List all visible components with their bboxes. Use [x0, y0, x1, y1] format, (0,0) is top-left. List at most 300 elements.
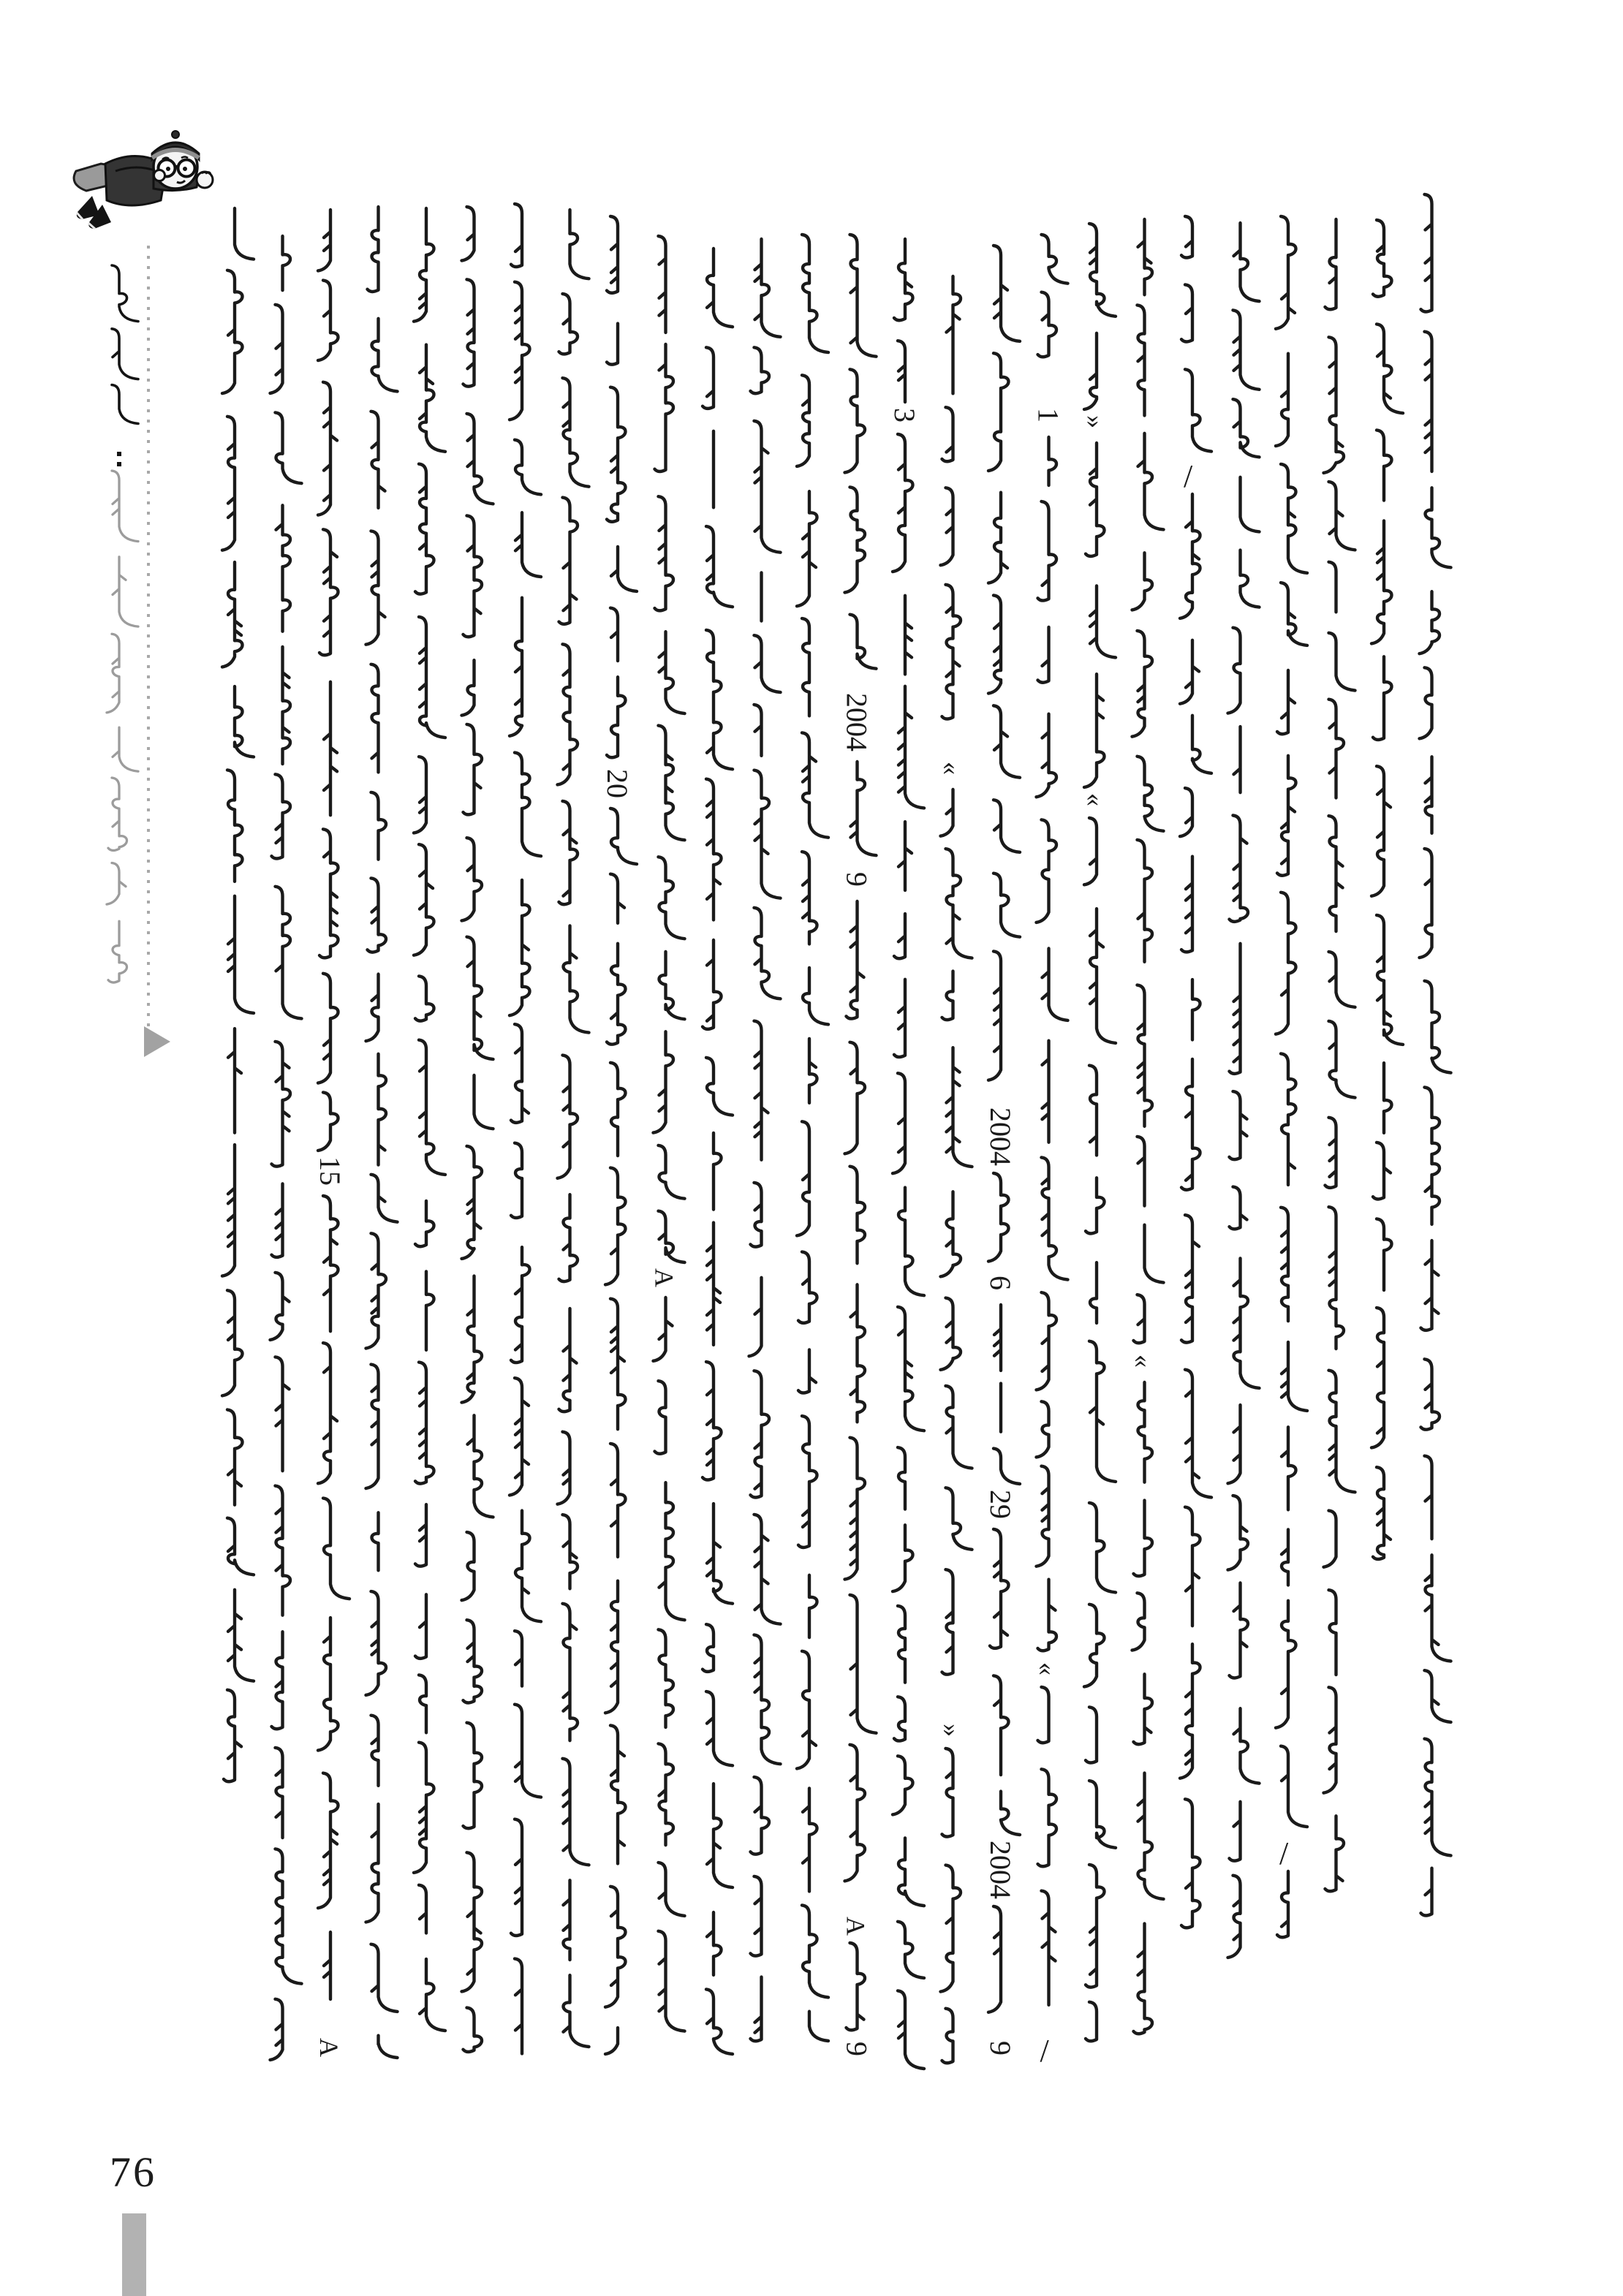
script-word	[1042, 1157, 1068, 1279]
script-word	[1329, 1371, 1355, 1493]
script-word	[905, 596, 912, 675]
script-word	[222, 417, 235, 550]
script-word	[659, 1743, 674, 1845]
text-column-21	[1228, 223, 1260, 1958]
script-word	[276, 1748, 283, 1838]
header-colon	[117, 452, 121, 456]
text-column-7	[558, 210, 589, 2047]
script-word	[610, 1299, 626, 1429]
script-word	[1373, 220, 1392, 297]
inline-latin-letter: A	[314, 2038, 344, 2057]
script-word	[415, 1594, 426, 1659]
script-word	[898, 1990, 924, 2069]
script-word	[1425, 1088, 1440, 1224]
script-word	[1372, 766, 1391, 896]
script-word	[1086, 443, 1105, 556]
script-word	[706, 526, 733, 607]
script-word	[228, 1590, 254, 1681]
header-script-word	[113, 727, 138, 771]
script-word	[1181, 1059, 1200, 1190]
script-word	[659, 952, 685, 1019]
script-word	[754, 421, 781, 553]
script-word	[1377, 915, 1403, 1045]
text-column-4	[414, 208, 445, 2031]
script-word	[515, 1511, 541, 1622]
script-word	[850, 1595, 877, 1733]
script-word	[1089, 1341, 1116, 1482]
script-word	[947, 276, 961, 393]
script-word	[946, 1386, 972, 1469]
text-column-11	[749, 239, 781, 2041]
script-word	[415, 1363, 434, 1484]
script-word	[462, 1852, 483, 1991]
script-word	[898, 1188, 924, 1296]
script-word	[1228, 1405, 1241, 1483]
script-word	[894, 914, 905, 958]
script-word	[1377, 324, 1403, 413]
script-word	[464, 1620, 483, 1702]
script-word	[1329, 633, 1355, 691]
script-word	[1230, 815, 1249, 921]
script-word	[1425, 981, 1451, 1073]
script-word	[1421, 1359, 1440, 1429]
inline-numeral: 6	[984, 1276, 1017, 1290]
script-word	[1329, 562, 1336, 613]
script-word	[845, 369, 866, 472]
script-word	[1282, 1427, 1296, 1509]
script-word	[1426, 1555, 1451, 1661]
script-word	[1132, 1593, 1145, 1650]
script-word	[707, 1223, 720, 1345]
script-word	[511, 204, 522, 267]
script-word	[515, 1705, 541, 1797]
text-column-9	[650, 236, 685, 2031]
script-word	[802, 235, 828, 352]
inline-numeral: 9	[840, 2042, 874, 2056]
script-word	[222, 1290, 243, 1395]
script-word	[1277, 670, 1295, 734]
script-word	[605, 1168, 626, 1285]
script-word	[893, 434, 913, 572]
script-word	[754, 635, 781, 692]
script-word	[1230, 1091, 1247, 1159]
script-word	[371, 792, 387, 860]
script-word	[1373, 1143, 1391, 1199]
script-word	[845, 1438, 866, 1580]
script-word	[610, 1444, 626, 1557]
script-word	[809, 1575, 817, 1637]
script-word	[706, 1058, 733, 1115]
script-word	[898, 1922, 924, 1978]
script-word	[751, 1777, 770, 1854]
script-word	[1086, 1707, 1097, 1762]
script-word	[605, 2028, 618, 2054]
header-script-word	[113, 557, 138, 626]
script-word	[1038, 1769, 1057, 1866]
script-word	[515, 512, 541, 577]
script-word	[893, 1525, 913, 1591]
header-script-word	[112, 471, 138, 542]
text-column-25	[1420, 194, 1451, 1916]
script-word	[379, 1054, 387, 1165]
script-word	[420, 1959, 445, 2031]
script-word	[419, 617, 445, 738]
script-word	[276, 887, 302, 1019]
script-word	[994, 800, 1020, 852]
script-word	[1281, 1208, 1288, 1321]
script-word	[797, 1651, 816, 1769]
script-word	[1421, 194, 1432, 311]
header-script-word	[112, 329, 138, 379]
header-colon	[117, 462, 121, 466]
script-word	[611, 547, 637, 591]
script-word	[1324, 1687, 1336, 1792]
script-word	[1037, 1292, 1057, 1390]
script-word	[1086, 1178, 1105, 1233]
script-word	[1192, 716, 1211, 773]
script-word	[468, 1415, 493, 1517]
script-word	[947, 1047, 972, 1167]
script-word	[1230, 1583, 1249, 1678]
script-word	[898, 341, 905, 402]
script-word	[1234, 1708, 1260, 1783]
script-word	[1138, 1382, 1153, 1482]
script-word	[798, 1416, 817, 1547]
script-word	[610, 1725, 626, 1863]
script-word	[1049, 437, 1057, 485]
script-word	[1241, 477, 1260, 532]
script-word	[898, 1606, 905, 1683]
script-word	[1084, 674, 1105, 787]
script-word	[379, 2036, 398, 2058]
script-word	[755, 239, 781, 337]
script-word	[318, 382, 337, 515]
script-word	[754, 705, 762, 756]
script-word	[942, 1748, 953, 1837]
script-word	[610, 808, 637, 864]
script-word	[893, 1073, 905, 1173]
script-word	[898, 1447, 905, 1509]
script-word	[1090, 909, 1116, 1043]
inline-latin-letter: A	[841, 1917, 871, 1936]
script-word	[659, 236, 666, 333]
script-word	[850, 1167, 866, 1264]
script-word	[371, 1716, 379, 1786]
script-word	[754, 908, 781, 999]
script-word	[559, 801, 578, 904]
script-word	[703, 347, 714, 409]
script-word	[706, 779, 722, 920]
script-word	[797, 1121, 809, 1235]
script-word	[1037, 1466, 1049, 1566]
script-word	[462, 1276, 483, 1403]
script-word	[570, 210, 589, 279]
script-word	[510, 1378, 529, 1495]
text-column-10	[703, 249, 733, 2054]
section-header-column	[107, 265, 138, 982]
script-word	[607, 677, 626, 757]
text-column-13	[841, 235, 877, 2056]
script-word	[751, 1977, 762, 2042]
script-word	[235, 686, 254, 757]
page-number: 76	[110, 2148, 156, 2196]
script-word	[610, 1063, 626, 1156]
script-word	[1329, 700, 1344, 798]
script-word	[283, 236, 291, 290]
script-word	[659, 1211, 685, 1262]
script-word	[227, 1410, 243, 1505]
script-word	[1325, 1118, 1336, 1188]
script-word	[1138, 985, 1153, 1126]
script-word	[1138, 219, 1153, 295]
script-word	[845, 1042, 866, 1153]
quote-mark-icon: «	[1032, 1662, 1062, 1675]
script-word	[1281, 583, 1307, 645]
script-word	[1329, 1021, 1355, 1098]
script-word	[802, 1905, 828, 1997]
script-word	[464, 1723, 483, 1829]
script-word	[563, 1759, 589, 1865]
script-word	[610, 608, 618, 661]
script-word	[942, 971, 953, 1020]
script-word	[1038, 1687, 1049, 1743]
script-word	[1329, 816, 1343, 931]
script-word	[1277, 756, 1296, 876]
script-word	[809, 2012, 828, 2041]
script-word	[1043, 1041, 1049, 1143]
script-word	[558, 1432, 570, 1504]
script-word	[893, 1756, 913, 1814]
script-word	[851, 1284, 866, 1422]
script-word	[1324, 337, 1344, 473]
script-word	[1377, 430, 1392, 500]
script-word	[462, 207, 474, 261]
text-column-12	[797, 235, 828, 2041]
script-word	[515, 1631, 522, 1686]
script-word	[655, 344, 674, 471]
script-word	[415, 1201, 434, 1246]
script-word	[1234, 1258, 1260, 1388]
script-word	[1233, 310, 1260, 389]
script-word	[1426, 757, 1432, 833]
script-word	[371, 664, 379, 773]
script-word	[1180, 640, 1199, 704]
script-word	[366, 1365, 379, 1489]
script-word	[703, 1362, 722, 1480]
script-word	[366, 1804, 379, 1922]
text-column-24	[1372, 220, 1403, 1559]
script-word	[659, 632, 685, 713]
script-word	[1282, 1342, 1307, 1411]
script-word	[751, 1876, 762, 1956]
text-column-14	[888, 239, 924, 2069]
script-word	[462, 1532, 474, 1600]
script-word	[1325, 1816, 1344, 1891]
script-word	[511, 1247, 530, 1363]
script-word	[474, 1075, 493, 1129]
script-word	[798, 1252, 817, 1323]
script-word	[1181, 1799, 1200, 1928]
script-word	[426, 1271, 434, 1349]
script-word	[994, 1305, 1001, 1371]
header-script-word	[112, 385, 138, 424]
script-word	[1138, 1773, 1164, 1899]
script-word	[654, 1031, 674, 1132]
text-column-3	[366, 207, 398, 2058]
inline-numeral: 1	[1032, 408, 1065, 423]
slash-mark: /	[1040, 2033, 1049, 2069]
script-word	[464, 2008, 483, 2052]
script-word	[1373, 1467, 1391, 1559]
script-word	[1084, 818, 1097, 884]
script-word	[467, 414, 493, 504]
script-word	[659, 1931, 685, 2031]
script-word	[1138, 840, 1153, 962]
script-word	[224, 1690, 241, 1781]
script-word	[942, 1569, 953, 1674]
script-word	[749, 1278, 762, 1357]
script-word	[318, 1773, 338, 1909]
script-word	[1132, 631, 1153, 737]
script-word	[272, 1183, 283, 1257]
script-word	[318, 1092, 338, 1151]
script-word	[1192, 980, 1200, 1039]
script-word	[1185, 1370, 1211, 1498]
inline-numeral: 9	[840, 872, 874, 887]
script-word	[564, 1880, 570, 1960]
script-word	[563, 1604, 578, 1740]
script-word	[1134, 1501, 1153, 1577]
script-word	[607, 387, 626, 522]
script-word	[703, 1624, 714, 1672]
script-word	[1138, 305, 1145, 415]
script-word	[1241, 550, 1260, 607]
script-word	[654, 1297, 673, 1361]
script-word	[222, 270, 243, 393]
script-word	[1086, 2002, 1097, 2041]
script-word	[318, 210, 330, 270]
script-word	[1234, 223, 1260, 301]
script-word	[754, 1635, 781, 1765]
script-word	[994, 1675, 1009, 1775]
script-word	[1230, 944, 1241, 1074]
script-word	[515, 440, 541, 495]
script-word	[414, 1743, 434, 1873]
script-word	[1037, 1401, 1049, 1457]
script-word	[1038, 292, 1057, 357]
text-column-15	[937, 276, 972, 2063]
script-word	[1043, 949, 1068, 1020]
script-word	[1233, 399, 1260, 457]
script-word	[511, 1819, 522, 1936]
slash-mark: /	[1279, 1835, 1289, 1871]
script-word	[559, 294, 578, 354]
script-word	[276, 1486, 291, 1615]
script-word	[941, 1191, 961, 1276]
script-word	[318, 1618, 338, 1751]
script-word	[1281, 1746, 1307, 1827]
script-word	[803, 1788, 817, 1891]
script-word	[802, 618, 809, 716]
script-word	[276, 412, 302, 483]
script-word	[563, 1515, 578, 1588]
script-word	[1089, 1503, 1116, 1592]
script-word	[1377, 1219, 1392, 1289]
script-word	[1134, 1295, 1145, 1343]
script-word	[754, 770, 781, 898]
script-word	[850, 615, 877, 669]
script-word	[707, 1504, 733, 1604]
script-word	[659, 1145, 685, 1199]
script-word	[809, 1039, 817, 1103]
header-script-word	[108, 778, 127, 850]
inline-numeral: 20	[601, 769, 634, 798]
script-word	[1425, 332, 1432, 471]
script-word	[222, 562, 243, 667]
script-word	[1228, 1876, 1241, 1958]
script-word	[1185, 369, 1211, 451]
script-word	[803, 968, 828, 1024]
script-word	[276, 1849, 302, 1983]
script-word	[797, 491, 817, 606]
script-word	[464, 515, 483, 637]
script-word	[655, 1381, 666, 1454]
script-word	[515, 1959, 522, 2054]
script-word	[462, 838, 483, 920]
script-word	[1090, 586, 1116, 657]
script-word	[1329, 1207, 1344, 1349]
script-word	[1420, 849, 1432, 958]
script-word	[1138, 757, 1164, 831]
script-word	[1185, 1507, 1200, 1626]
script-word	[1138, 1137, 1145, 1206]
script-word	[1425, 1456, 1432, 1539]
script-word	[414, 208, 434, 322]
script-word	[510, 598, 522, 736]
script-word	[1373, 656, 1392, 740]
script-word	[988, 493, 1007, 583]
text-column-23	[1324, 219, 1355, 1891]
script-word	[751, 347, 770, 393]
text-column-18	[1081, 224, 1116, 2041]
script-word	[946, 849, 972, 958]
inline-numeral: 2004	[984, 1107, 1017, 1166]
script-word	[703, 940, 722, 1029]
script-word	[751, 1371, 770, 1497]
script-word	[272, 1632, 283, 1729]
script-word	[515, 753, 541, 857]
script-word	[898, 1838, 924, 1906]
script-word	[276, 1357, 290, 1471]
script-word	[366, 1591, 387, 1695]
script-word	[414, 757, 426, 833]
script-word	[462, 1146, 483, 1259]
script-word	[1180, 494, 1200, 618]
script-word	[227, 770, 243, 881]
script-word	[272, 774, 291, 858]
script-word	[988, 595, 1001, 693]
script-word	[1089, 224, 1116, 317]
script-word	[1001, 1792, 1020, 1835]
script-word	[1134, 1674, 1153, 1744]
script-word	[564, 1975, 589, 2047]
script-word	[372, 319, 398, 392]
script-word	[1281, 464, 1307, 573]
script-word	[270, 1999, 283, 2060]
script-word	[366, 974, 379, 1042]
script-word	[1420, 667, 1432, 738]
script-word	[323, 1196, 338, 1331]
